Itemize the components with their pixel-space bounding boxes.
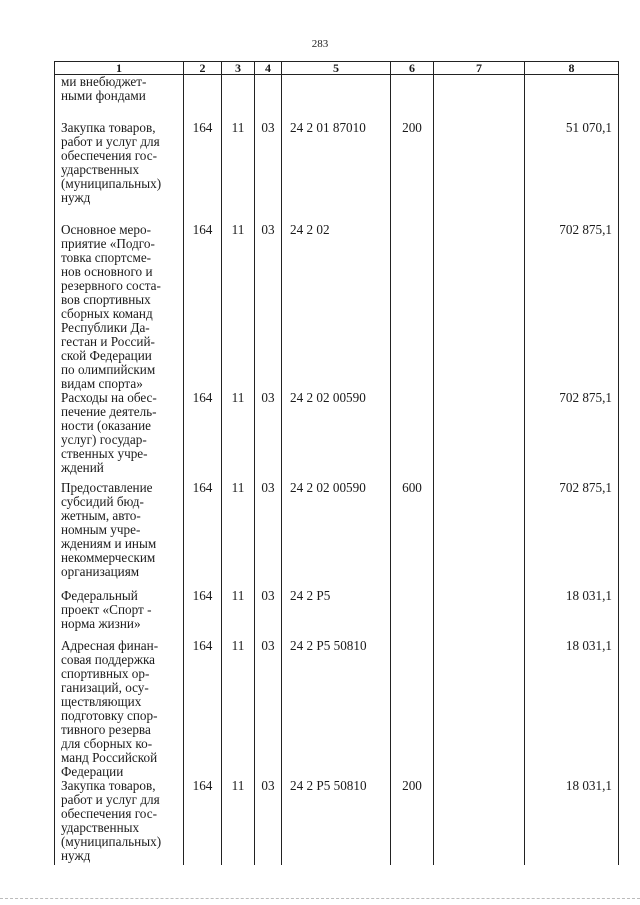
row-expense-type (391, 589, 434, 639)
row-expense-type (391, 75, 434, 121)
row-target-code: 24 2 02 00590 (282, 391, 391, 481)
row-section (222, 75, 255, 121)
table-body (55, 75, 619, 865)
row-target-code: 24 2 02 (282, 223, 391, 391)
row-section: 11 (222, 481, 255, 589)
header-col-5: 5 (282, 62, 391, 75)
row-subsection: 03 (255, 391, 282, 481)
row-col-7 (434, 639, 525, 779)
row-section: 11 (222, 391, 255, 481)
header-col-2: 2 (184, 62, 222, 75)
table-row (55, 589, 619, 639)
row-section: 11 (222, 589, 255, 639)
row-subsection (255, 75, 282, 121)
table-header (55, 62, 619, 75)
row-target-code: 24 2 01 87010 (282, 121, 391, 223)
row-sum: 18 031,1 (525, 779, 619, 865)
row-sum: 702 875,1 (525, 481, 619, 589)
row-expense-type (391, 223, 434, 391)
row-col-7 (434, 589, 525, 639)
row-expense-type (391, 391, 434, 481)
budget-table (54, 61, 619, 865)
row-section: 11 (222, 639, 255, 779)
row-section: 11 (222, 121, 255, 223)
table-row (55, 75, 619, 121)
row-target-code: 24 2 Р5 (282, 589, 391, 639)
row-target-code: 24 2 02 00590 (282, 481, 391, 589)
row-admin-code: 164 (184, 639, 222, 779)
row-admin-code (184, 75, 222, 121)
row-name: Федеральный проект «Спорт - норма жизни» (55, 589, 184, 639)
row-name: Закупка товаров, работ и услуг для обеспечения гос- ударственных (муниципальных) нужд (55, 121, 184, 223)
row-expense-type: 200 (391, 121, 434, 223)
header-col-8: 8 (525, 62, 619, 75)
row-admin-code: 164 (184, 779, 222, 865)
row-subsection: 03 (255, 589, 282, 639)
row-name: Закупка товаров, работ и услуг для обеспечения гос- ударственных (муниципальных) нужд (55, 779, 184, 865)
header-col-7: 7 (434, 62, 525, 75)
row-subsection: 03 (255, 779, 282, 865)
row-admin-code: 164 (184, 121, 222, 223)
table-row (55, 121, 619, 223)
row-subsection: 03 (255, 639, 282, 779)
row-admin-code: 164 (184, 589, 222, 639)
table-header-row (55, 62, 619, 75)
row-expense-type: 200 (391, 779, 434, 865)
row-name: Адресная финан- совая поддержка спортивных ор- ганизаций, осу- ществляющих подготовку спор- тивного резерва для сборных ко- манд Российской Федерации (55, 639, 184, 779)
row-target-code: 24 2 Р5 50810 (282, 639, 391, 779)
row-col-7 (434, 75, 525, 121)
row-name: ми внебюджет- ными фондами (55, 75, 184, 121)
row-col-7 (434, 223, 525, 391)
row-sum: 18 031,1 (525, 639, 619, 779)
table-row (55, 391, 619, 481)
row-admin-code: 164 (184, 223, 222, 391)
row-col-7 (434, 779, 525, 865)
row-subsection: 03 (255, 481, 282, 589)
row-expense-type (391, 639, 434, 779)
row-target-code: 24 2 Р5 50810 (282, 779, 391, 865)
row-sum: 702 875,1 (525, 391, 619, 481)
row-col-7 (434, 481, 525, 589)
row-expense-type: 600 (391, 481, 434, 589)
table-row (55, 481, 619, 589)
table-row (55, 639, 619, 779)
header-col-3: 3 (222, 62, 255, 75)
page-number: 283 (311, 38, 329, 50)
header-col-1: 1 (55, 62, 184, 75)
table-row (55, 223, 619, 391)
row-admin-code: 164 (184, 481, 222, 589)
row-target-code (282, 75, 391, 121)
row-name: Основное меро- приятие «Подго- товка спортсме- нов основного и резервного соста- вов спортивных сборных команд Республики Да- гестан и Россий- ской Федерации по олимпийским видам спорта» (55, 223, 184, 391)
row-subsection: 03 (255, 121, 282, 223)
row-sum: 51 070,1 (525, 121, 619, 223)
row-admin-code: 164 (184, 391, 222, 481)
row-sum: 18 031,1 (525, 589, 619, 639)
row-col-7 (434, 121, 525, 223)
row-section: 11 (222, 223, 255, 391)
header-col-4: 4 (255, 62, 282, 75)
row-col-7 (434, 391, 525, 481)
table-row (55, 779, 619, 865)
row-sum: 702 875,1 (525, 223, 619, 391)
row-subsection: 03 (255, 223, 282, 391)
row-name: Предоставление субсидий бюд- жетным, авто- номным учре- ждениям и иным некоммерческим организациям (55, 481, 184, 589)
row-sum (525, 75, 619, 121)
header-col-6: 6 (391, 62, 434, 75)
row-name: Расходы на обес- печение деятель- ности (оказание услуг) государ- ственных учре- ждений (55, 391, 184, 481)
scan-bottom-edge (0, 898, 640, 899)
row-section: 11 (222, 779, 255, 865)
